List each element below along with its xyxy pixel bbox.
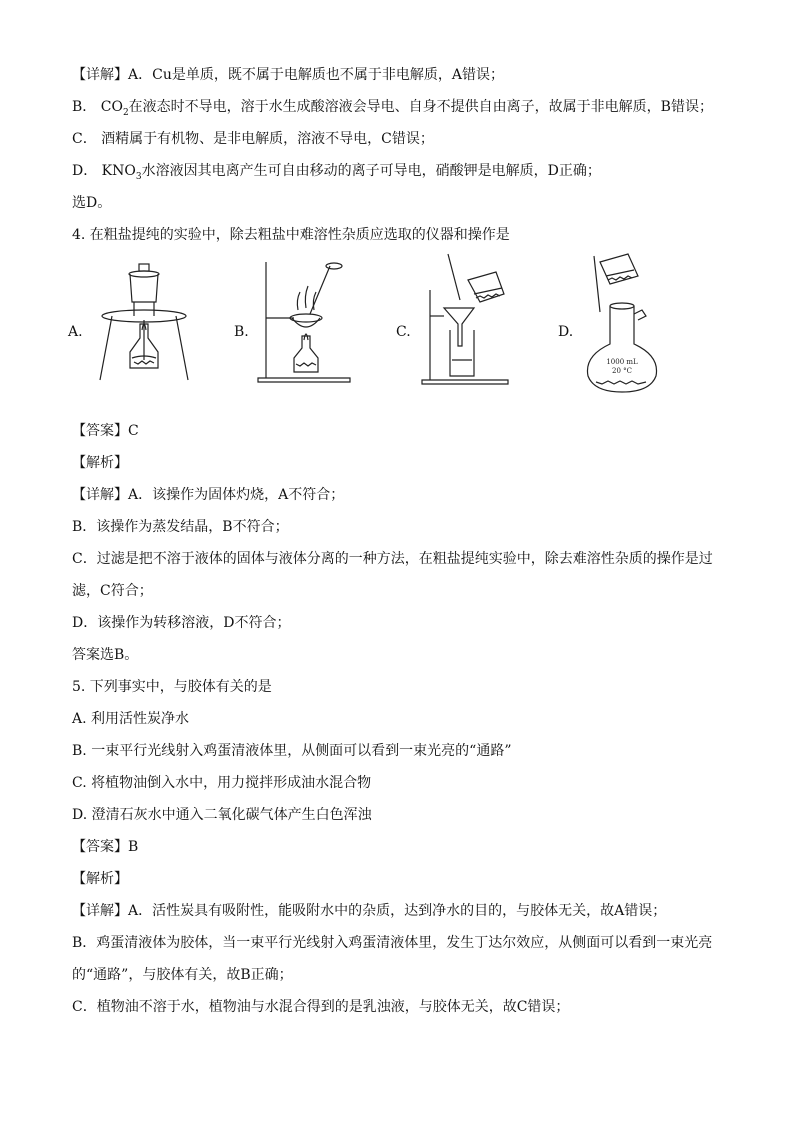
text-line: B．鸡蛋清液体为胶体，当一束平行光线射入鸡蛋清液体里，发生丁达尔效应，从侧面可以看到一束光亮 <box>72 935 713 951</box>
crucible-heating-apparatus <box>96 260 192 384</box>
text-line: D．该操作为转移溶液，D不符合； <box>72 615 291 631</box>
text-line: 【详解】A．活性炭具有吸附性，能吸附水中的杂质，达到净水的目的，与胶体无关，故A错误； <box>72 903 667 919</box>
subscript: 3 <box>135 171 142 182</box>
option-b-label: B. <box>234 324 249 340</box>
text-line: 【详解】A．该操作为固体灼烧，A不符合； <box>72 487 345 503</box>
text-line: C．过滤是把不溶于液体的固体与液体分离的一种方法，在粗盐提纯实验中，除去难溶性杂质的操作是过 <box>72 551 713 567</box>
text-line <box>72 98 713 116</box>
text-line: 选D。 <box>72 195 112 211</box>
text-line: C．植物油不溶于水，植物油与水混合得到的是乳浊液，与胶体无关，故C错误； <box>72 999 570 1015</box>
option-c-label: C. <box>396 324 411 340</box>
option-a: A. 利用活性炭净水 <box>72 711 190 727</box>
filtration-apparatus <box>418 250 510 390</box>
text-line: 的“通路”，与胶体有关，故B正确； <box>72 967 293 983</box>
apparatus-figures <box>68 258 728 408</box>
analysis-label: 【解析】 <box>72 455 128 471</box>
question-5-stem: 5. 下列事实中，与胶体有关的是 <box>72 679 272 695</box>
text-fragment: B． CO <box>72 99 123 115</box>
question-4-stem: 4. 在粗盐提纯的实验中，除去粗盐中难溶性杂质应选取的仪器和操作是 <box>72 227 510 243</box>
text-line: 答案选B。 <box>72 647 139 663</box>
text-line: B．该操作为蒸发结晶，B不符合； <box>72 519 289 535</box>
option-a-label: A. <box>68 324 83 340</box>
option-d-label: D. <box>558 324 574 340</box>
answer-label: 【答案】B <box>72 839 139 855</box>
text-line: 【详解】A．Cu是单质，既不属于电解质也不属于非电解质，A错误； <box>72 67 504 83</box>
subscript: 2 <box>122 107 129 118</box>
option-b: B. 一束平行光线射入鸡蛋清液体里，从侧面可以看到一束光亮的“通路” <box>72 743 512 759</box>
analysis-label: 【解析】 <box>72 871 128 887</box>
evaporation-apparatus <box>254 248 354 388</box>
text-line: 滤，C符合； <box>72 583 153 599</box>
flask-volume-label: 1000 mL <box>606 358 638 366</box>
solution-transfer-apparatus <box>576 252 668 398</box>
text-fragment: 水溶液因其电离产生可自由移动的离子可导电，硝酸钾是电解质，D正确； <box>141 163 601 179</box>
text-fragment: D． KNO <box>72 163 136 179</box>
option-d: D. 澄清石灰水中通入二氧化碳气体产生白色浑浊 <box>72 807 372 823</box>
answer-label: 【答案】C <box>72 423 139 439</box>
flask-temp-label: 20 °C <box>612 367 632 375</box>
text-line: C． 酒精属于有机物、是非电解质，溶液不导电，C错误； <box>72 131 434 147</box>
text-fragment: 在液态时不导电，溶于水生成酸溶液会导电、自身不提供自由离子，故属于非电解质，B错误； <box>128 99 713 115</box>
text-line <box>72 162 601 180</box>
option-c: C. 将植物油倒入水中，用力搅拌形成油水混合物 <box>72 775 372 791</box>
